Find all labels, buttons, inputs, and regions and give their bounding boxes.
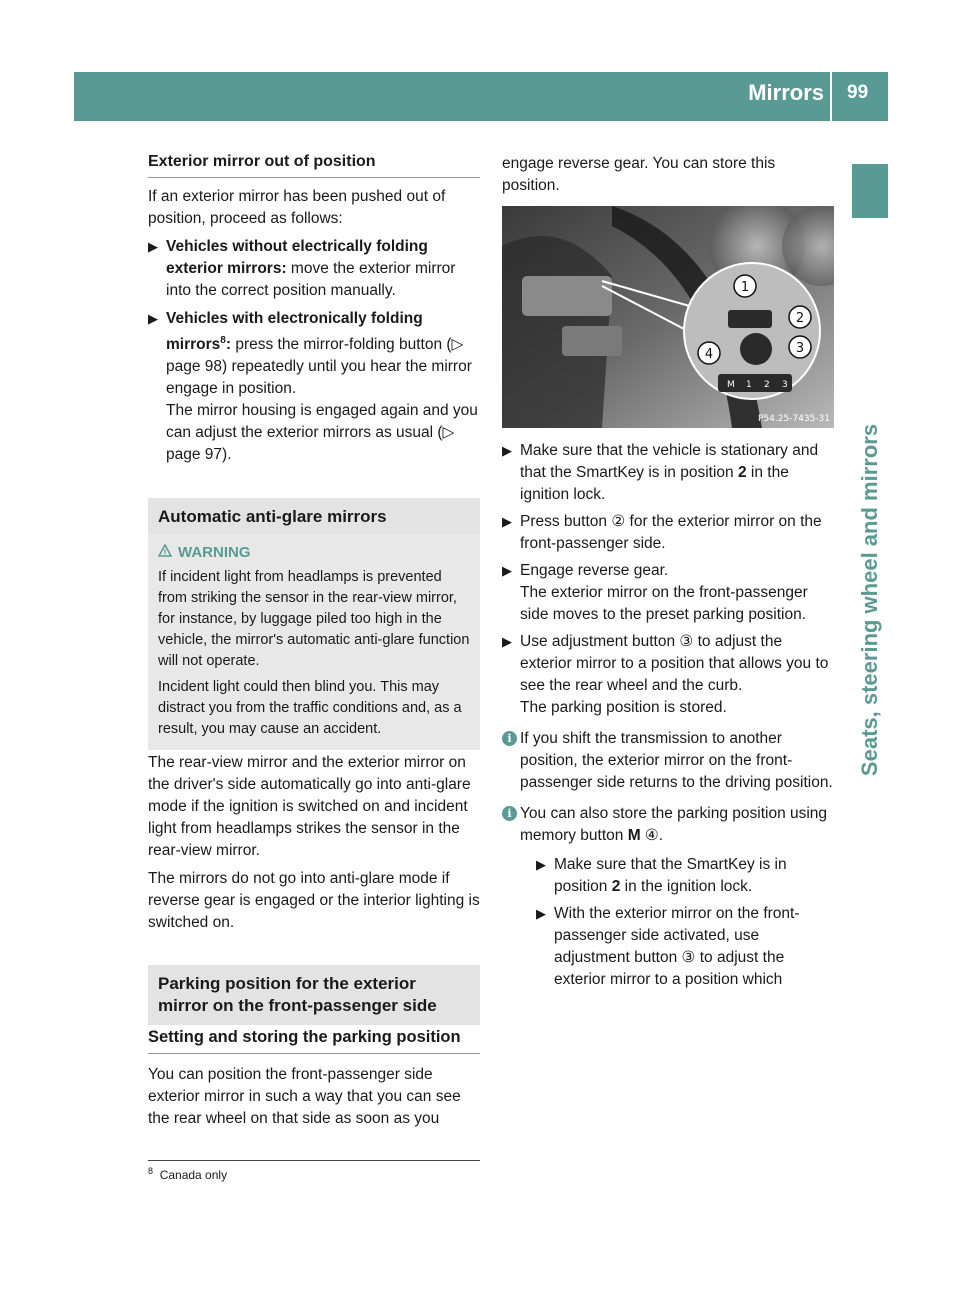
page-title: Mirrors [748, 80, 824, 105]
callout-2: 2 [795, 311, 805, 326]
header-divider [830, 72, 832, 121]
warning-text: If incident light from headlamps is prevented from striking the sensor in the rear-view mirror, for instance, by luggage piled too high in the vehicle, the mirror's automatic anti-glare function will not operate. [158, 569, 470, 669]
callout-3: 3 [795, 341, 805, 356]
callout-4: 4 [704, 347, 714, 362]
paragraph: engage reverse gear. You can store this position. [502, 155, 776, 194]
list-item: ▶ With the exterior mirror on the front-passenger side activated, use adjustment button ③ to adjust the exterior mirror to a position which [536, 905, 800, 988]
chapter-title: Seats, steering wheel and mirrors [857, 423, 882, 777]
step-arrow-icon: ▶ [148, 311, 158, 326]
step-arrow-icon: ▶ [502, 634, 512, 649]
step-arrow-icon: ▶ [502, 563, 512, 578]
section-title-parking-position: Parking position for the exterior mirror on the front-passenger side [148, 965, 480, 1025]
warning-triangle-icon [158, 542, 172, 563]
list-item: ▶ Use adjustment button ③ to adjust the exterior mirror to a position that allows you to see the rear wheel and the curb. The parking position is stored. [502, 633, 829, 716]
step-arrow-icon: ▶ [148, 239, 158, 254]
list-item: ▶ Vehicles with electronically folding mirrors$^8$: press the mirror-folding button (▷ page 98) repeatedly until you hear the mirror engage in position. The mirror housing is engaged again and you can adjust the exterior mirrors as usual (▷ page 97). [148, 310, 478, 464]
list-item: ▶ Vehicles without electrically folding exterior mirrors: move the exterior mirror into the correct position manually. [148, 238, 456, 299]
mirror-controls-photo [502, 206, 834, 428]
photo-code: P54.25-7435-31 [757, 414, 830, 424]
warning-text: Incident light could then blind you. This may distract you from the traffic conditions and, as a result, you may cause an accident. [158, 679, 462, 737]
callout-1: 1 [740, 280, 750, 295]
info-note: i If you shift the transmission to another position, the exterior mirror on the front-passenger side returns to the driving position. [502, 728, 834, 794]
list-item: ▶ Make sure that the vehicle is stationary and that the SmartKey is in position 2 in the ignition lock. [502, 442, 819, 503]
paragraph: You can position the front-passenger side exterior mirror in such a way that you can see the rear wheel on that side as soon as you [148, 1066, 461, 1127]
section-title-mirror-out-of-position: Exterior mirror out of position [148, 153, 480, 178]
section-title-anti-glare: Automatic anti-glare mirrors [148, 498, 480, 536]
step-arrow-icon: ▶ [502, 443, 512, 458]
paragraph: The rear-view mirror and the exterior mirror on the driver's side automatically go into anti-glare mode if the ignition is switched on and incident light from headlamps strikes the sensor in the rear-view mirror. [148, 754, 471, 859]
warning-header: ! WARNING [158, 542, 470, 563]
step-arrow-icon: ▶ [502, 514, 512, 529]
memory-button-label: M [727, 380, 735, 390]
subsection-title: Setting and storing the parking position [148, 1028, 480, 1054]
list-item: ▶ Make sure that the SmartKey is in position 2 in the ignition lock. [536, 856, 787, 895]
svg-text:!: ! [163, 548, 167, 557]
info-icon: i [502, 806, 517, 821]
memory-button-label: 2 [764, 380, 770, 390]
info-note: i You can also store the parking position using memory button M ④. ▶ Make sure that the SmartKey is in position 2 in the ignition lock. ▶ With the exterior mirror on the front-passenger side activated, use adjustment button ③ to adjust the exterior mirror to a position which [502, 803, 834, 991]
footnote: $^8$ Canada only [148, 1160, 480, 1182]
list-item: ▶ Engage reverse gear. The exterior mirror on the front-passenger side moves to the preset parking position. [502, 562, 808, 623]
side-tab [852, 164, 888, 218]
intro-paragraph: If an exterior mirror has been pushed out of position, proceed as follows: [148, 188, 446, 227]
info-icon: i [502, 731, 517, 746]
paragraph: The mirrors do not go into anti-glare mode if reverse gear is engaged or the interior lighting is switched on. [148, 870, 480, 931]
page-number: 99 [847, 82, 869, 103]
warning-box [148, 534, 480, 750]
step-arrow-icon: ▶ [536, 906, 546, 921]
memory-button-label: 1 [746, 380, 752, 390]
list-item: ▶ Press button ② for the exterior mirror on the front-passenger side. [502, 513, 822, 552]
step-arrow-icon: ▶ [536, 857, 546, 872]
memory-button-label: 3 [782, 380, 788, 390]
